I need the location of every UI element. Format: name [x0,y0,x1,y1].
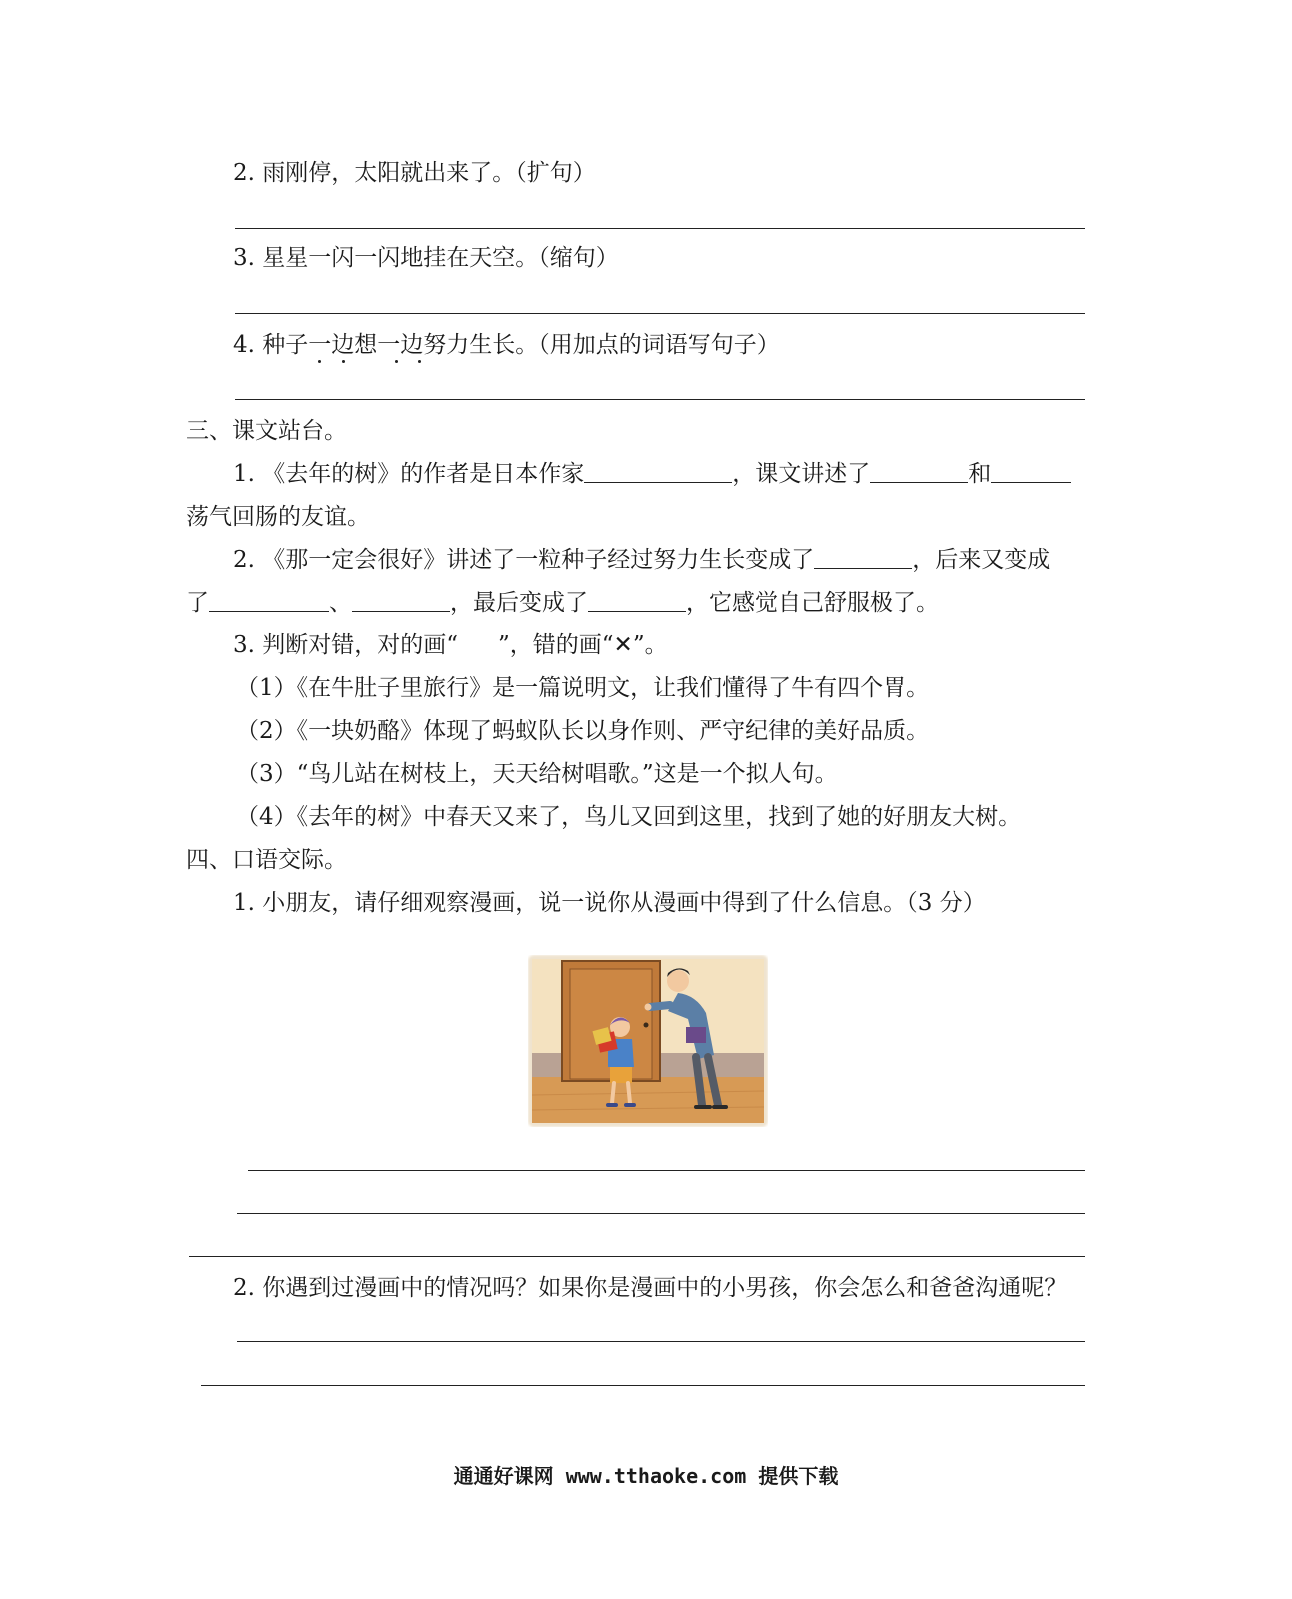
q2-text-a: 2. 《那一定会很好》讲述了一粒种子经过努力生长变成了 [233,547,815,573]
fill-blank-character-2[interactable] [991,460,1071,483]
emphasis-dot [342,360,345,363]
fill-blank-1[interactable] [814,546,912,569]
judge-item-2: （2）《一块奶酪》体现了蚂蚁队长以身作则、严守纪律的美好品质。 [236,718,930,744]
section-3-q2 [233,545,1050,575]
emphasis-dot [395,360,398,363]
section-4-q2: 2. 你遇到过漫画中的情况吗？如果你是漫画中的小男孩，你会怎么和爸爸沟通呢？ [233,1275,1068,1301]
q3-text-b: ”，错的画“ [498,632,614,658]
answer-line[interactable] [235,399,1085,400]
section-4-q1: 1. 小朋友，请仔细观察漫画，说一说你从漫画中得到了什么信息。（3 分） [233,890,986,916]
fill-blank-3[interactable] [352,589,450,612]
answer-line[interactable] [248,1170,1085,1171]
emphasis-dot [318,360,321,363]
footer-suffix: 提供下载 [758,1464,839,1488]
emphasis-dot [418,360,421,363]
footer-url[interactable]: www.tthaoke.com [565,1464,747,1488]
answer-line[interactable] [201,1385,1085,1386]
answer-line[interactable] [237,1213,1085,1214]
fill-blank-character-1[interactable] [870,460,968,483]
cartoon-illustration [528,955,768,1127]
question-4-sentence: 4. 种子一边想一边努力生长。（用加点的词语写句子） [233,332,780,358]
footer [0,1460,1292,1489]
question-2-expand: 2. 雨刚停，太阳就出来了。（扩句） [233,160,596,186]
q1-text-b: ，课文讲述了 [732,461,871,487]
judge-item-3: （3）“鸟儿站在树枝上，天天给树唱歌。”这是一个拟人句。 [236,761,838,787]
section-3-q1 [233,459,1071,489]
fill-blank-4[interactable] [588,589,686,612]
q2-text-b: ，后来又变成 [912,547,1051,573]
footer-site: 通通好课网 [453,1464,554,1488]
q1-text-c: 和 [968,461,992,487]
q3-text-c: ”。 [632,632,668,658]
section-3-q1-cont: 荡气回肠的友谊。 [186,504,370,530]
q2-text-f: ，它感觉自己舒服极了。 [686,590,939,616]
section-4-title: 四、口语交际。 [186,847,347,873]
q2-text-e: ，最后变成了 [450,590,588,616]
section-3-q3 [233,630,668,660]
answer-line[interactable] [189,1256,1085,1257]
judge-item-4: （4）《去年的树》中春天又来了，鸟儿又回到这里，找到了她的好朋友大树。 [236,804,1022,830]
judge-item-1: （1）《在牛肚子里旅行》是一篇说明文，让我们懂得了牛有四个胃。 [236,675,930,701]
question-3-shorten: 3. 星星一闪一闪地挂在天空。（缩句） [233,245,619,271]
cross-icon: ✕ [613,632,633,658]
q2-text-d: 、 [329,590,352,616]
fill-blank-2[interactable] [209,589,329,612]
section-3-q2-cont [186,588,939,618]
answer-line[interactable] [235,228,1085,229]
section-3-title: 三、课文站台。 [186,418,347,444]
fill-blank-author[interactable] [584,460,732,483]
q1-text-a: 1. 《去年的树》的作者是日本作家 [233,461,585,487]
q3-text-a: 3. 判断对错，对的画“ [233,632,459,658]
answer-line[interactable] [237,1341,1085,1342]
q2-text-c: 了 [186,590,209,616]
answer-line[interactable] [235,313,1085,314]
